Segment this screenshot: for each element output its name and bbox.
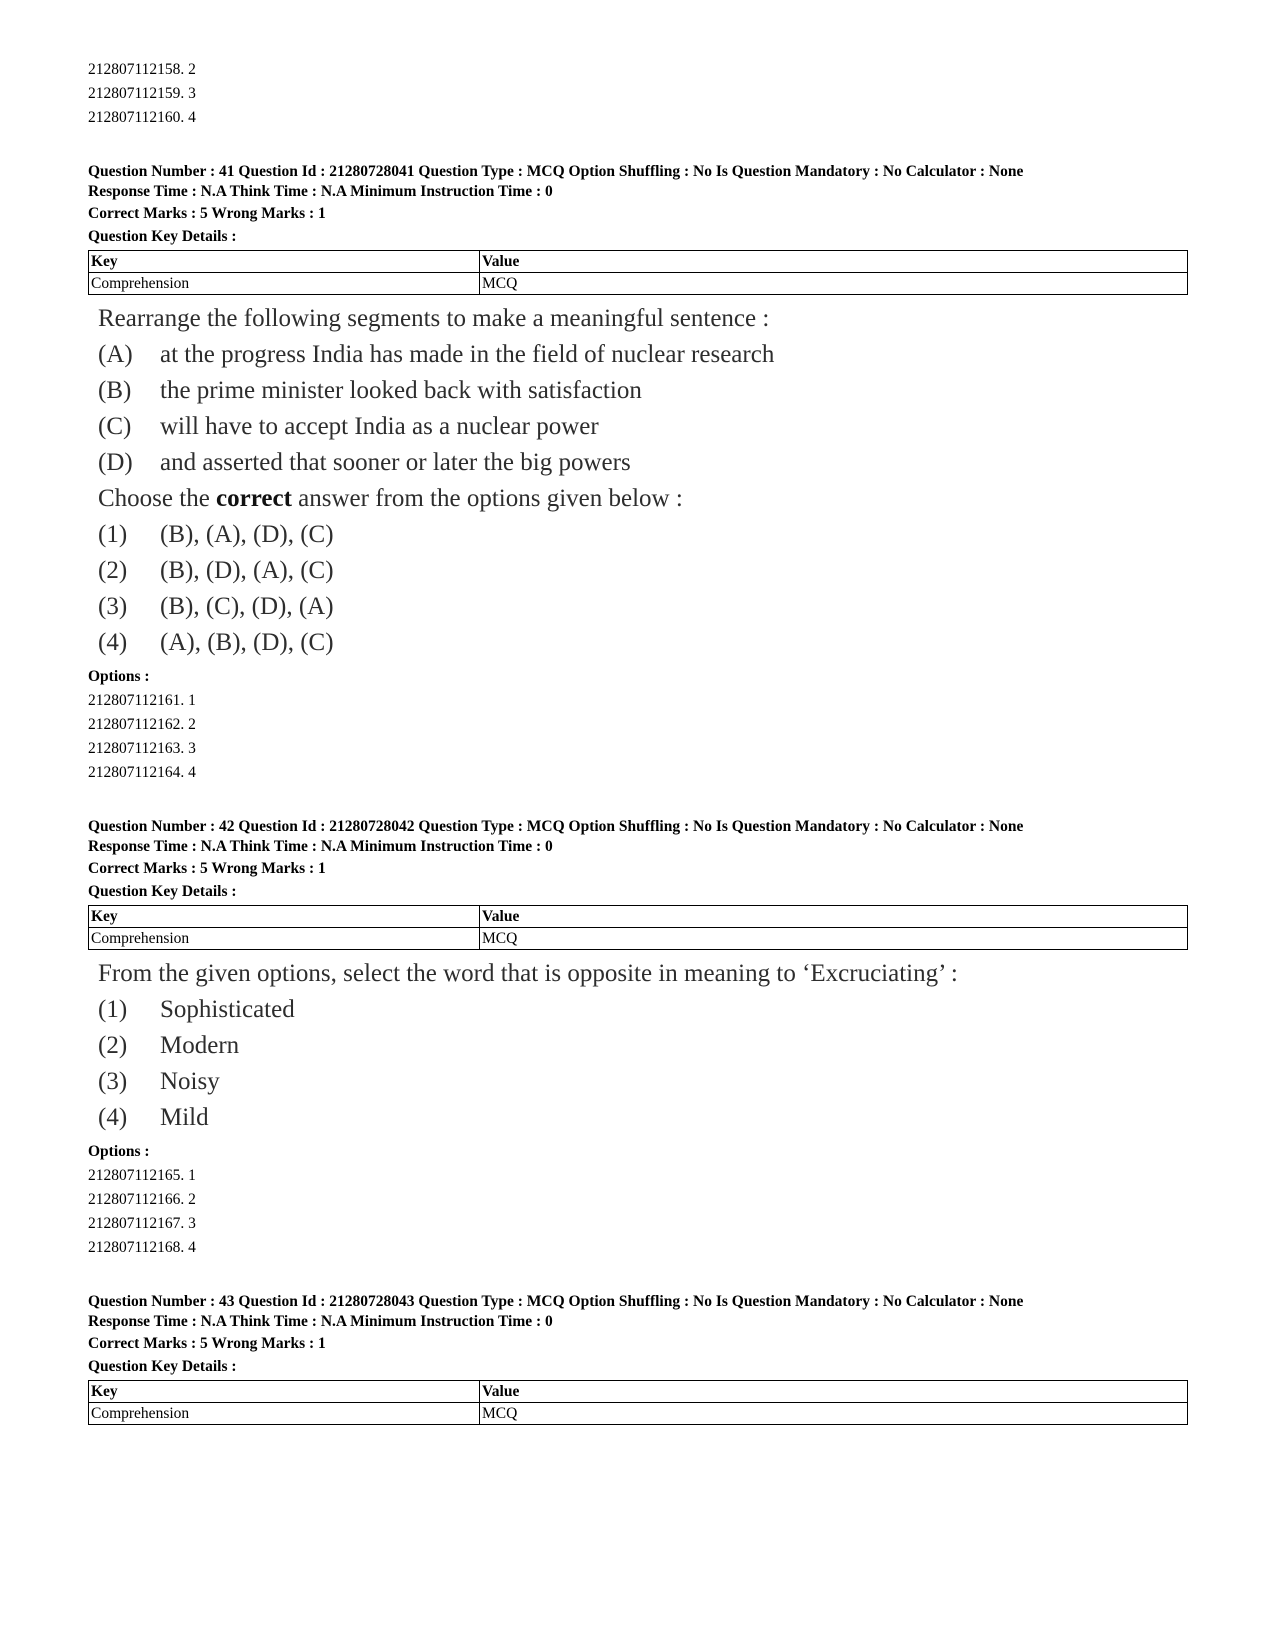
segment-label: (B) [98, 377, 132, 404]
choice-text: (B), (C), (D), (A) [160, 593, 334, 620]
table-header-value: Value [480, 251, 1188, 273]
question-key-details-label: Question Key Details : [88, 1358, 237, 1375]
options-list [88, 1140, 1194, 1260]
table-cell-key: Comprehension [89, 273, 480, 295]
segment-item [98, 445, 1194, 481]
choice-label: (2) [98, 557, 128, 584]
choice-text: Sophisticated [160, 996, 295, 1023]
option-entry: 212807112167. 3 [88, 1215, 196, 1232]
table-cell-value: MCQ [480, 928, 1188, 950]
segment-item [98, 373, 1194, 409]
table-cell-key: Comprehension [89, 928, 480, 950]
table-cell-value: MCQ [480, 273, 1188, 295]
option-entry: 212807112159. 3 [88, 85, 196, 102]
question-43-block [88, 1292, 1194, 1425]
choice-label: (3) [98, 593, 128, 620]
option-entry: 212807112165. 1 [88, 1167, 196, 1184]
choice-text: (B), (D), (A), (C) [160, 557, 334, 584]
question-body [98, 301, 1194, 661]
choice-item [98, 517, 1194, 553]
question-stem: Rearrange the following segments to make a meaningful sentence : [98, 305, 770, 332]
choice-text: Mild [160, 1104, 209, 1131]
table-cell-value: MCQ [480, 1403, 1188, 1425]
question-42-block [88, 817, 1194, 1260]
table-header-key: Key [89, 906, 480, 928]
table-header-key: Key [89, 1381, 480, 1403]
segment-item [98, 337, 1194, 373]
segment-text: and asserted that sooner or later the big powers [160, 449, 631, 476]
table-cell-key: Comprehension [89, 1403, 480, 1425]
option-entry: 212807112162. 2 [88, 716, 196, 733]
question-marks: Correct Marks : 5 Wrong Marks : 1 [88, 205, 326, 222]
segment-text: the prime minister looked back with satisfaction [160, 377, 642, 404]
question-timing-line: Response Time : N.A Think Time : N.A Minimum Instruction Time : 0 [88, 1313, 553, 1330]
question-meta-line: Question Number : 43 Question Id : 21280728043 Question Type : MCQ Option Shuffling : No Is Question Mandatory : No Calculator : None [88, 1293, 1024, 1310]
choice-label: (1) [98, 521, 128, 548]
instruction-text-post: answer from the options given below : [291, 485, 683, 512]
choice-item [98, 1028, 1194, 1064]
choice-item [98, 589, 1194, 625]
segment-label: (A) [98, 341, 133, 368]
choice-item [98, 992, 1194, 1028]
previous-options-list [88, 58, 1194, 130]
choice-text: (B), (A), (D), (C) [160, 521, 334, 548]
choice-text: Noisy [160, 1068, 220, 1095]
option-entry: 212807112160. 4 [88, 109, 196, 126]
choice-label: (3) [98, 1068, 128, 1095]
option-entry: 212807112158. 2 [88, 61, 196, 78]
document-page [88, 58, 1194, 1425]
question-body [98, 956, 1194, 1136]
option-entry: 212807112161. 1 [88, 692, 196, 709]
choice-label: (1) [98, 996, 128, 1023]
question-marks: Correct Marks : 5 Wrong Marks : 1 [88, 1335, 326, 1352]
choice-label: (4) [98, 629, 128, 656]
choice-label: (2) [98, 1032, 128, 1059]
question-key-table [88, 250, 1188, 295]
options-list [88, 665, 1194, 785]
question-meta-line: Question Number : 42 Question Id : 21280728042 Question Type : MCQ Option Shuffling : No Is Question Mandatory : No Calculator : None [88, 818, 1024, 835]
option-entry: 212807112164. 4 [88, 764, 196, 781]
question-timing-line: Response Time : N.A Think Time : N.A Minimum Instruction Time : 0 [88, 838, 553, 855]
question-meta-line: Question Number : 41 Question Id : 21280728041 Question Type : MCQ Option Shuffling : No Is Question Mandatory : No Calculator : None [88, 163, 1024, 180]
question-timing-line: Response Time : N.A Think Time : N.A Minimum Instruction Time : 0 [88, 183, 553, 200]
option-entry: 212807112166. 2 [88, 1191, 196, 1208]
table-header-value: Value [480, 1381, 1188, 1403]
table-header-value: Value [480, 906, 1188, 928]
option-entry: 212807112163. 3 [88, 740, 196, 757]
choice-label: (4) [98, 1104, 128, 1131]
choice-item [98, 625, 1194, 661]
instruction-text-bold: correct [216, 485, 292, 512]
question-instruction [98, 481, 1194, 517]
option-entry: 212807112168. 4 [88, 1239, 196, 1256]
segment-text: at the progress India has made in the field of nuclear research [160, 341, 775, 368]
question-key-details-label: Question Key Details : [88, 228, 237, 245]
options-label: Options : [88, 668, 150, 685]
question-key-table [88, 905, 1188, 950]
segment-label: (D) [98, 449, 133, 476]
choice-item [98, 553, 1194, 589]
choice-item [98, 1064, 1194, 1100]
instruction-text-pre: Choose the [98, 485, 217, 512]
segment-label: (C) [98, 413, 132, 440]
table-header-key: Key [89, 251, 480, 273]
choice-text: Modern [160, 1032, 240, 1059]
question-key-details-label: Question Key Details : [88, 883, 237, 900]
question-marks: Correct Marks : 5 Wrong Marks : 1 [88, 860, 326, 877]
segment-text: will have to accept India as a nuclear power [160, 413, 599, 440]
choice-item [98, 1100, 1194, 1136]
segment-item [98, 409, 1194, 445]
options-label: Options : [88, 1143, 150, 1160]
question-41-block [88, 162, 1194, 785]
question-stem: From the given options, select the word that is opposite in meaning to ‘Excruciating’ : [98, 960, 958, 987]
question-key-table [88, 1380, 1188, 1425]
choice-text: (A), (B), (D), (C) [160, 629, 334, 656]
